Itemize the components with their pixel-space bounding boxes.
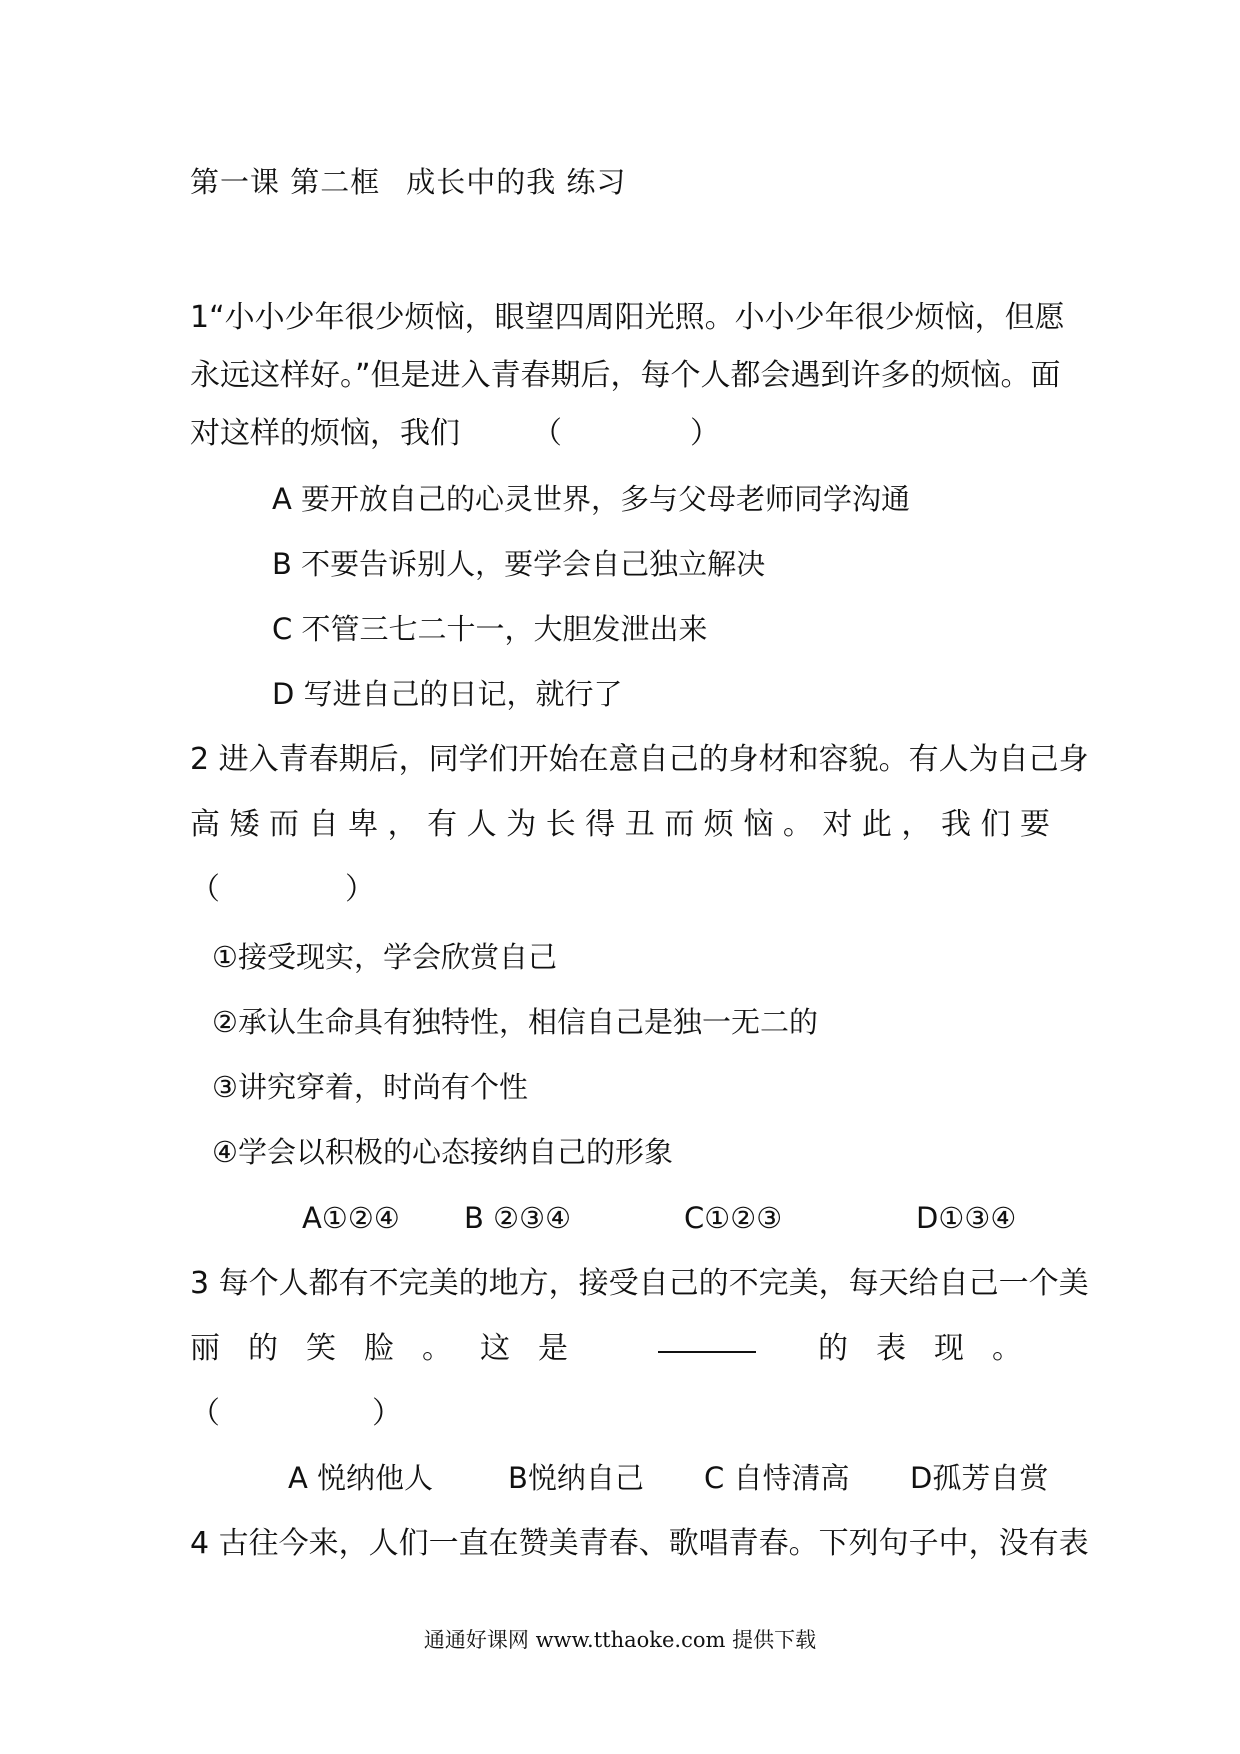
q2-choice-c: C①②③ <box>684 1201 783 1235</box>
q1-line-1: 1“小小少年很少烦恼，眼望四周阳光照。小小少年很少烦恼，但愿 <box>190 300 1065 335</box>
q1-answer-paren-open: （ <box>532 416 562 451</box>
q2-choice-d: D①③④ <box>916 1201 1017 1235</box>
q2-line-1: 2 进入青春期后，同学们开始在意自己的身材和容貌。有人为自己身 <box>190 742 1089 777</box>
q1-option-b: B 不要告诉别人，要学会自己独立解决 <box>272 547 766 581</box>
q3-choice-b: B悦纳自己 <box>508 1461 644 1495</box>
q3-fill-blank <box>658 1329 756 1353</box>
q3-line-2-after: 的表现。 <box>818 1331 1050 1366</box>
q1-option-d: D 写进自己的日记，就行了 <box>272 677 623 711</box>
q3-line-2 <box>190 1329 1050 1369</box>
q2-answer-paren-open: （ <box>190 872 220 907</box>
q3-choice-c: C 自恃清高 <box>704 1461 850 1495</box>
q2-item-2: ②承认生命具有独特性，相信自己是独一无二的 <box>212 1005 818 1039</box>
q3-choice-d: D孤芳自赏 <box>910 1461 1049 1495</box>
q2-choice-b: B ②③④ <box>464 1201 572 1235</box>
q3-answer-paren-close: ） <box>372 1396 402 1431</box>
q3-line-1: 3 每个人都有不完美的地方，接受自己的不完美，每天给自己一个美 <box>190 1266 1089 1301</box>
q1-option-a: A 要开放自己的心灵世界，多与父母老师同学沟通 <box>272 482 911 516</box>
q1-answer-paren-close: ） <box>690 416 720 451</box>
footer-credit: 通通好课网 www.tthaoke.com 提供下载 <box>423 1628 817 1652</box>
q3-choice-a: A 悦纳他人 <box>288 1461 434 1495</box>
q1-line-3: 对这样的烦恼，我们 <box>190 416 460 451</box>
q3-answer-paren-open: （ <box>190 1396 220 1431</box>
title-part-2: 成长中的我 练习 <box>406 165 627 199</box>
q2-choice-a: A①②④ <box>302 1201 400 1235</box>
q2-line-2: 高矮而自卑，有人为长得丑而烦恼。对此，我们要 <box>190 807 1050 842</box>
title-part-1: 第一课 第二框 <box>190 165 381 199</box>
q2-answer-paren-close: ） <box>345 872 375 907</box>
page-title <box>190 160 626 201</box>
q2-item-1: ①接受现实，学会欣赏自己 <box>212 940 557 974</box>
q2-item-3: ③讲究穿着，时尚有个性 <box>212 1070 528 1104</box>
q3-line-2-before: 丽的笑脸。这是 <box>190 1331 596 1366</box>
q4-line-1: 4 古往今来，人们一直在赞美青春、歌唱青春。下列句子中，没有表 <box>190 1526 1089 1561</box>
q1-option-c: C 不管三七二十一，大胆发泄出来 <box>272 612 708 646</box>
q1-line-2: 永远这样好。”但是进入青春期后，每个人都会遇到许多的烦恼。面 <box>190 358 1061 393</box>
q2-item-4: ④学会以积极的心态接纳自己的形象 <box>212 1135 673 1169</box>
